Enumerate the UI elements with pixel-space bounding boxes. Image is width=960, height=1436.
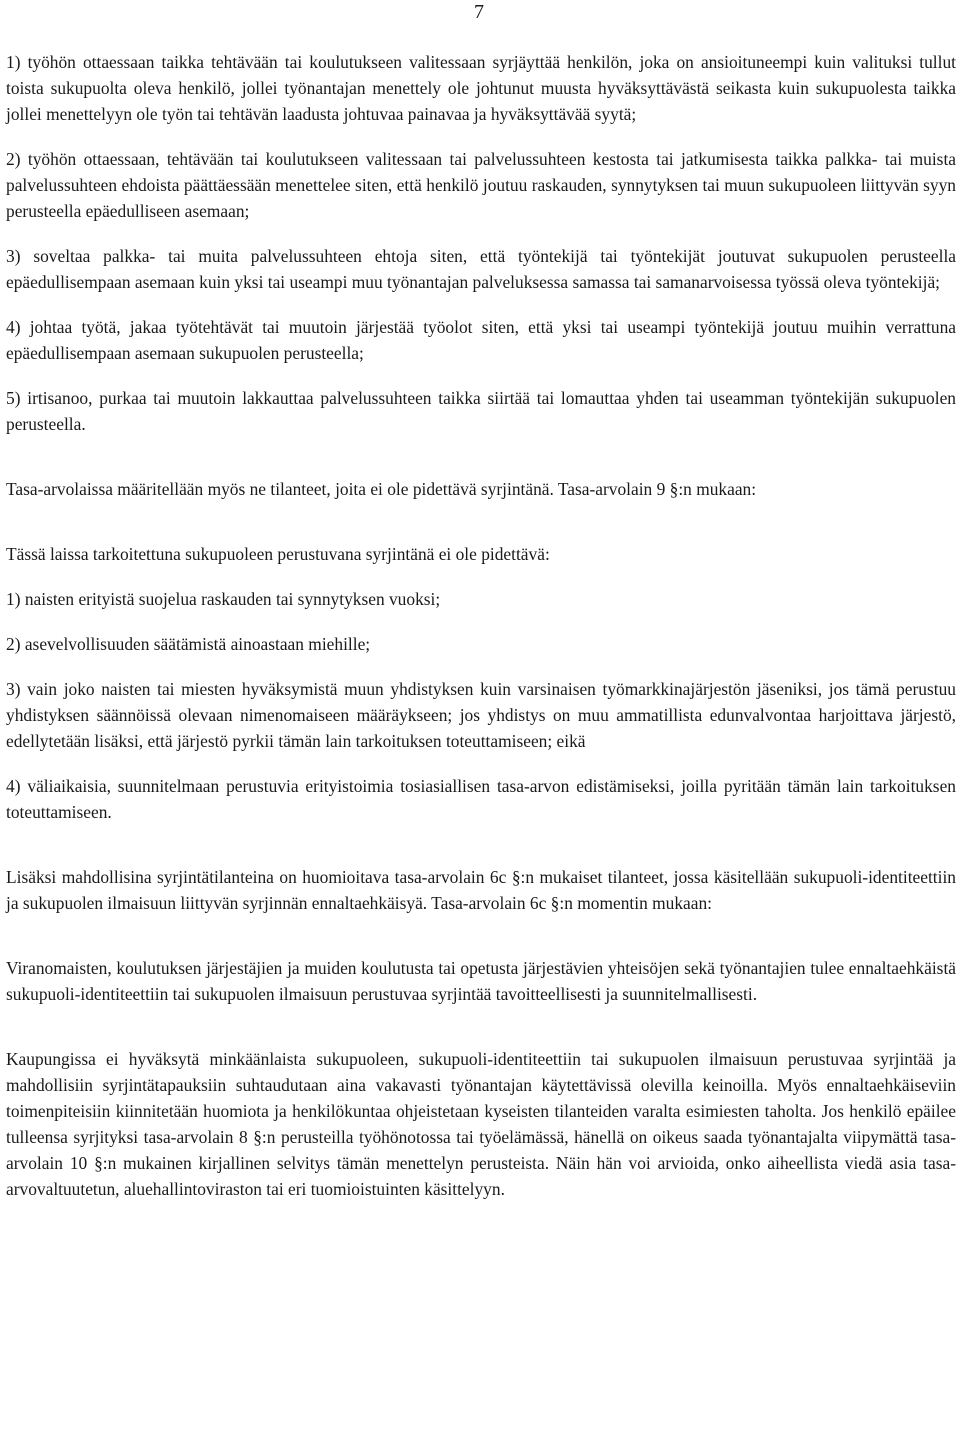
page-number: 7 bbox=[474, 1, 484, 23]
paragraph-exception-1: 1) naisten erityistä suojelua raskauden tai synnytyksen vuoksi; bbox=[6, 589, 441, 609]
paragraph-section-6c-intro: Lisäksi mahdollisina syrjintätilanteina on huomioitava tasa-arvolain 6c §:n mukaiset tilanteet, jossa käsitellään sukupuoli-identiteettiin ja sukupuolen ilmaisuun liittyvän syrjinnän ennaltaehkäisyä. Tasa-arvolain 6c §:n momentin mukaan: bbox=[6, 867, 956, 913]
paragraph-exception-2: 2) asevelvollisuuden säätämistä ainoastaan miehille; bbox=[6, 634, 371, 654]
paragraph-list-item-3: 3) soveltaa palkka- tai muita palvelussuhteen ehtoja siten, että työntekijä tai työntekijät joutuvat sukupuolen perusteella epäedullisempaan asemaan kuin yksi tai useampi muu työnantajan palveluksessa samassa tai samanarvoisessa työssä oleva työntekijä; bbox=[6, 246, 956, 292]
paragraph-city-policy: Kaupungissa ei hyväksytä minkäänlaista sukupuoleen, sukupuoli-identiteettiin tai sukupuolen ilmaisuun perustuvaa syrjintää ja mahdollisiin syrjintätapauksiin suhtaudutaan aina vakavasti työnantajan käytettävissä olevilla keinoilla. Myös ennaltaehkäiseviin toimenpiteisiin kiinnitetään huomiota ja henkilökuntaa ohjeistetaan kyseisten tilanteiden varalta esimiesten taholta. Jos henkilö epäilee tulleensa syrjityksi tasa-arvolain 8 §:n perusteilla työhönotossa tai työelämässä, hänellä on oikeus saada työnantajalta viipymättä tasa-arvolain 10 §:n mukainen kirjallinen selvitys tämän menettelyn perusteista. Näin hän voi arvioida, onko aiheellista viedä asia tasa-arvovaltuutetun, aluehallintoviraston tai eri tuomioistuinten käsittelyyn. bbox=[6, 1049, 956, 1199]
paragraph-quote-heading: Tässä laissa tarkoitettuna sukupuoleen perustuvana syrjintänä ei ole pidettävä: bbox=[6, 544, 550, 564]
paragraph-list-item-5: 5) irtisanoo, purkaa tai muutoin lakkauttaa palvelussuhteen taikka siirtää tai lomauttaa yhden tai useamman työntekijän sukupuolen perusteella. bbox=[6, 388, 956, 434]
paragraph-list-item-1: 1) työhön ottaessaan taikka tehtävään tai koulutukseen valitessaan syrjäyttää henkilön, joka on ansioituneempi kuin valituksi tullut toista sukupuolta oleva henkilö, jollei työnantajan menettely ole johtunut muusta hyväksyttävästä seikasta kuin sukupuolesta taikka jollei menettelyyn ole työn tai tehtävän laadusta johtuvaa painavaa ja hyväksyttävää syytä; bbox=[6, 52, 956, 124]
paragraph-exception-3: 3) vain joko naisten tai miesten hyväksymistä muun yhdistyksen kuin varsinaisen työmarkkinajärjestön jäseniksi, jos tämä perustuu yhdistyksen säännöissä olevaan nimenomaiseen määräykseen; jos yhdistys on muu ammatillista edunvalvontaa harjoittava järjestö, edellytetään lisäksi, että järjestö pyrkii tämän lain tarkoituksen toteuttamiseen; eikä bbox=[6, 679, 956, 751]
paragraph-exception-4: 4) väliaikaisia, suunnitelmaan perustuvia erityistoimia tosiasiallisen tasa-arvon edistämiseksi, joilla pyritään tämän lain tarkoituksen toteuttamiseen. bbox=[6, 776, 956, 822]
paragraph-intro-section-9: Tasa-arvolaissa määritellään myös ne tilanteet, joita ei ole pidettävä syrjintänä. Tasa-arvolain 9 §:n mukaan: bbox=[6, 479, 757, 499]
document-body bbox=[6, 49, 956, 1202]
paragraph-list-item-4: 4) johtaa työtä, jakaa työtehtävät tai muutoin järjestää työolot siten, että yksi tai useampi työntekijä joutuu muihin verrattuna epäedullisempaan asemaan sukupuolen perusteella; bbox=[6, 317, 956, 363]
paragraph-section-6c-quote: Viranomaisten, koulutuksen järjestäjien ja muiden koulutusta tai opetusta järjestävien yhteisöjen sekä työnantajien tulee ennaltaehkäistä sukupuoli-identiteettiin tai sukupuolen ilmaisuun perustuvaa syrjintää tavoitteellisesti ja suunnitelmallisesti. bbox=[6, 958, 956, 1004]
paragraph-list-item-2: 2) työhön ottaessaan, tehtävään tai koulutukseen valitessaan tai palvelussuhteen kestosta tai jatkumisesta taikka palkka- tai muista palvelussuhteen ehdoista päättäessään menettelee siten, että henkilö joutuu raskauden, synnytyksen tai muun sukupuoleen liittyvän syyn perusteella epäedulliseen asemaan; bbox=[6, 149, 956, 221]
